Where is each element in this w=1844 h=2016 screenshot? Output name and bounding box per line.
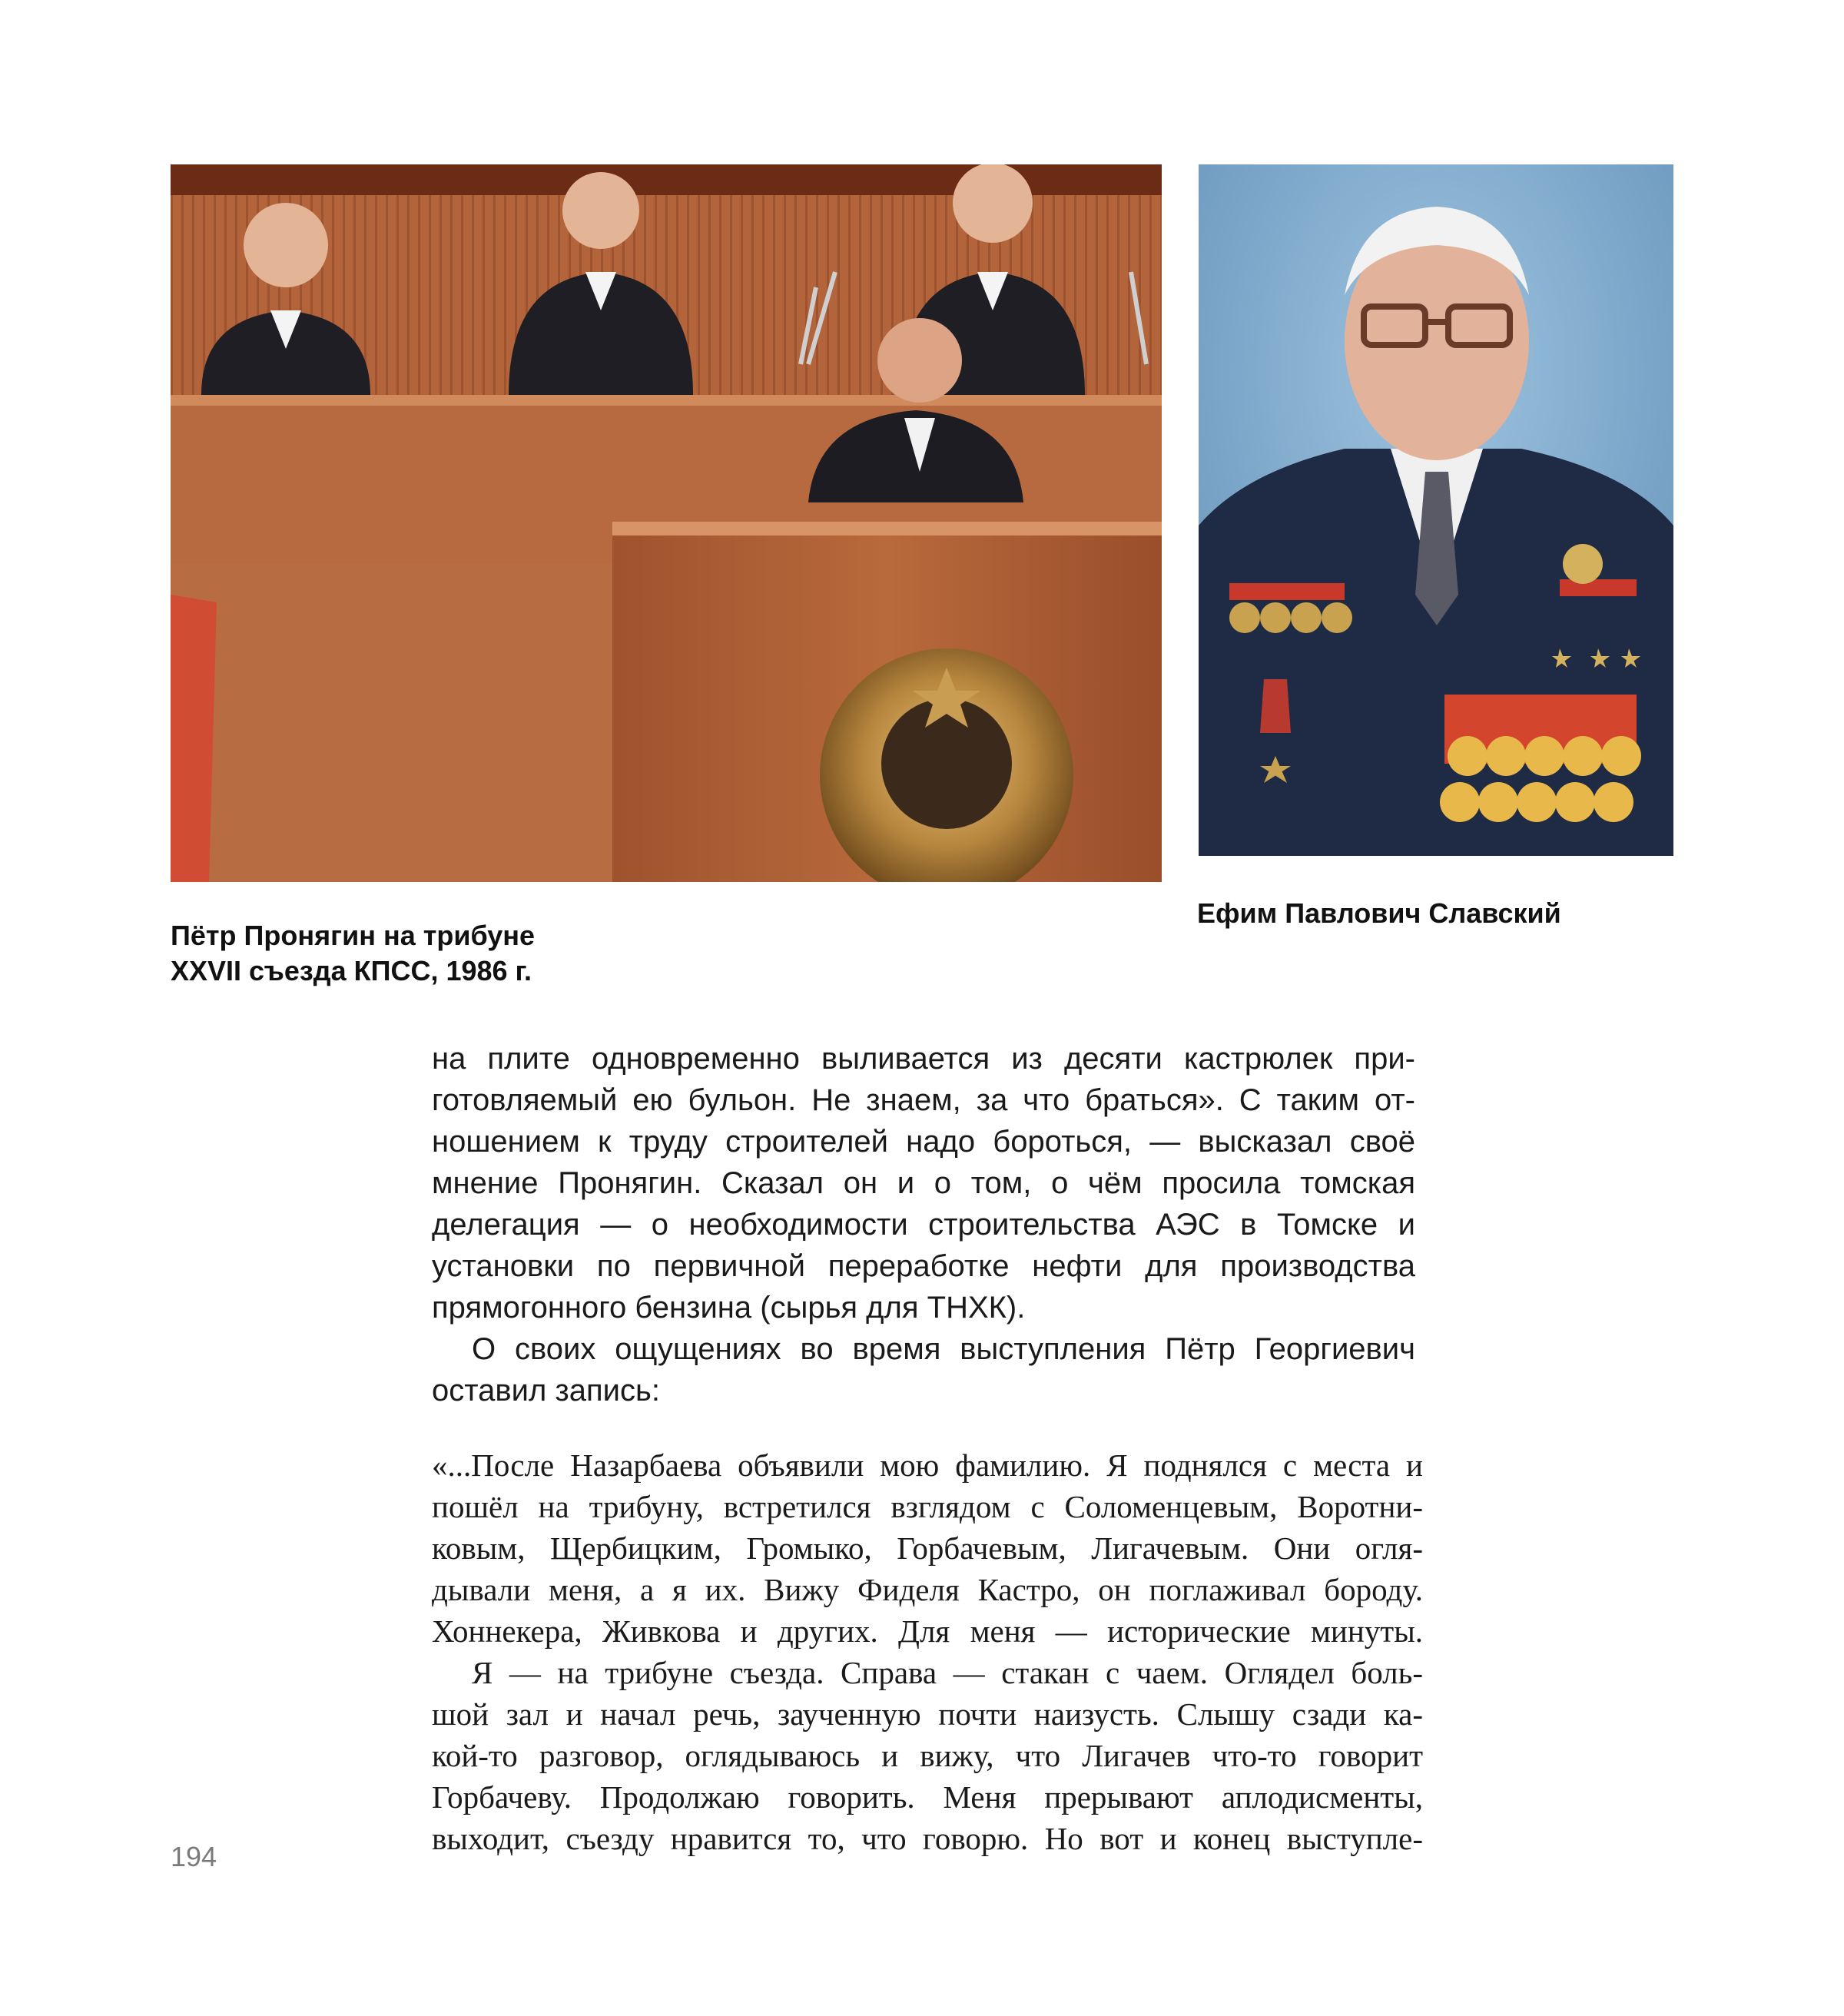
quote-line: ковым, Щербицким, Громыко, Горбачевым, Лигачевым. Они огля- (432, 1530, 1423, 1566)
portrait-photo-illustration (1199, 164, 1673, 856)
quote-line: дывали меня, а я их. Вижу Фиделя Кастро, он поглаживал бороду. (432, 1572, 1423, 1607)
photo-caption-left (171, 918, 632, 989)
text-line: готовляемый ею бульон. Не знаем, за что браться». С таким от- (432, 1083, 1415, 1117)
photo-caption-right: Ефим Павлович Славский (1197, 897, 1561, 929)
quote-line: шой зал и начал речь, заученную почти наизусть. Слышу сзади ка- (432, 1696, 1423, 1732)
text-line: прямогонного бензина (сырья для ТНХК). (432, 1291, 1026, 1325)
quote-line: Я — на трибуне съезда. Справа — стакан с чаем. Оглядел боль- (472, 1655, 1423, 1690)
text-line: ношением к труду строителей надо бороться, — высказал своё (432, 1125, 1415, 1159)
caption-left-line-2: XXVII съезда КПСС, 1986 г. (171, 955, 532, 986)
congress-photo-illustration (171, 164, 1162, 882)
page-number: 194 (171, 1841, 217, 1872)
quote-line: пошёл на трибуну, встретился взглядом с Соломенцевым, Воротни- (432, 1489, 1423, 1524)
text-line: оставил запись: (432, 1374, 660, 1408)
quote-line: кой-то разговор, оглядываюсь и вижу, что Лигачев что-то говорит (432, 1738, 1423, 1773)
text-line: на плите одновременно выливается из десяти кастрюлек при- (432, 1042, 1415, 1076)
quote-line: Хоннекера, Живкова и других. Для меня — исторические минуты. (432, 1613, 1423, 1649)
portrait-photo (1199, 164, 1673, 856)
text-line: делегация — о необходимости строительства АЭС в Томске и (432, 1208, 1415, 1242)
congress-photo (171, 164, 1162, 882)
quote-line: выходит, съезду нравится то, что говорю. Но вот и конец выступле- (432, 1821, 1423, 1856)
body-text (432, 1038, 1415, 1411)
quote-block (432, 1444, 1423, 1859)
caption-left-line-1: Пётр Пронягин на трибуне (171, 920, 536, 951)
text-line: установки по первичной переработке нефти для производства (432, 1249, 1415, 1283)
paragraph (432, 1038, 1415, 1328)
quote-line: «...После Назарбаева объявили мою фамилию. Я поднялся с места и (432, 1447, 1423, 1483)
paragraph (432, 1328, 1415, 1411)
text-line: мнение Пронягин. Сказал он и о том, о чём просила томская (432, 1166, 1415, 1200)
quote-line: Горбачеву. Продолжаю говорить. Меня прерывают аплодисменты, (432, 1779, 1423, 1815)
text-line: О своих ощущениях во время выступления Пётр Георгиевич (472, 1332, 1415, 1366)
